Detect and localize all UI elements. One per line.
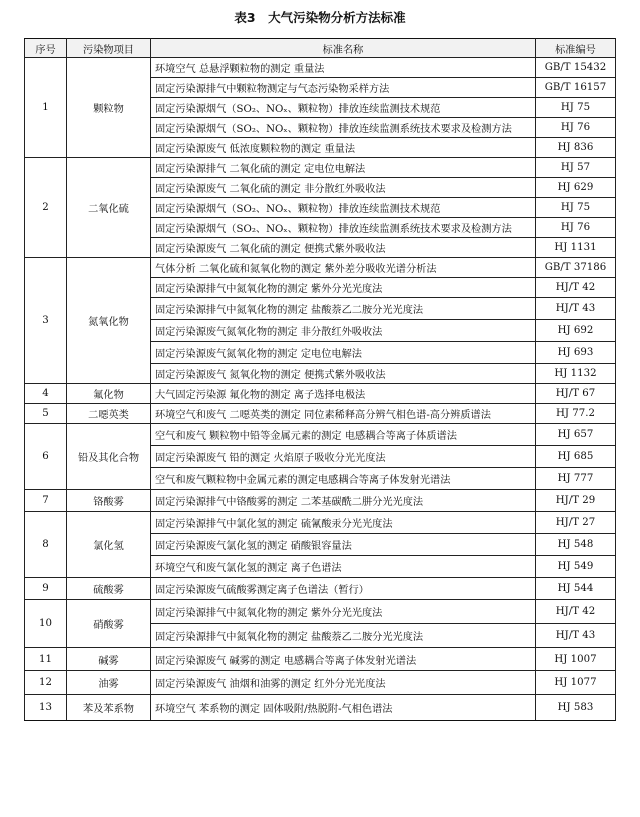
row-number: 1 <box>25 58 67 158</box>
row-number: 12 <box>25 671 67 695</box>
standard-name: 固定污染源烟气（SO₂、NOₓ、颗粒物）排放连续监测系统技术要求及检测方法 <box>151 118 536 138</box>
table-row <box>25 404 616 424</box>
standard-name: 固定污染源排气中铬酸雾的测定 二苯基碳酰二肼分光光度法 <box>151 490 536 512</box>
standard-name: 空气和废气 颗粒物中铅等金属元素的测定 电感耦合等离子体质谱法 <box>151 424 536 446</box>
standard-code: HJ 76 <box>536 218 616 238</box>
pollutant-name: 铬酸雾 <box>67 490 151 512</box>
table-body <box>25 58 616 721</box>
pollutant-name: 油雾 <box>67 671 151 695</box>
standard-name: 固定污染源排气中氮氧化物的测定 盐酸萘乙二胺分光光度法 <box>151 624 536 648</box>
standard-code: HJ 549 <box>536 556 616 578</box>
standard-name: 固定污染源废气氮氧化物的测定 非分散红外吸收法 <box>151 320 536 342</box>
standard-name: 固定污染源废气氮氧化物的测定 定电位电解法 <box>151 342 536 364</box>
table-row <box>25 158 616 178</box>
standard-code: HJ/T 42 <box>536 278 616 298</box>
pollutant-name: 碱雾 <box>67 648 151 671</box>
header-standard-name: 标准名称 <box>151 39 536 58</box>
standard-code: GB/T 15432 <box>536 58 616 78</box>
table-row <box>25 695 616 721</box>
standard-name: 大气固定污染源 氟化物的测定 离子选择电极法 <box>151 384 536 404</box>
row-number: 3 <box>25 258 67 384</box>
standard-code: HJ 548 <box>536 534 616 556</box>
standard-name: 环境空气和废气 二噁英类的测定 同位素稀释高分辨气相色谱-高分辨质谱法 <box>151 404 536 424</box>
standard-code: HJ/T 29 <box>536 490 616 512</box>
standard-name: 固定污染源排气中氮氧化物的测定 盐酸萘乙二胺分光光度法 <box>151 298 536 320</box>
row-number: 9 <box>25 578 67 600</box>
pollutant-name: 氟化物 <box>67 384 151 404</box>
header-pollutant: 污染物项目 <box>67 39 151 58</box>
header-standard-code: 标准编号 <box>536 39 616 58</box>
standard-code: HJ 77.2 <box>536 404 616 424</box>
pollutant-name: 氮氧化物 <box>67 258 151 384</box>
standard-code: HJ/T 67 <box>536 384 616 404</box>
standard-code: HJ 1132 <box>536 364 616 384</box>
pollutant-name: 二氧化硫 <box>67 158 151 258</box>
pollutant-name: 氯化氢 <box>67 512 151 578</box>
standard-code: HJ 685 <box>536 446 616 468</box>
standard-name: 固定污染源废气 二氧化硫的测定 非分散红外吸收法 <box>151 178 536 198</box>
standard-name: 环境空气 苯系物的测定 固体吸附/热脱附-气相色谱法 <box>151 695 536 721</box>
table-row <box>25 600 616 624</box>
standard-code: HJ/T 27 <box>536 512 616 534</box>
row-number: 11 <box>25 648 67 671</box>
row-number: 10 <box>25 600 67 648</box>
pollutant-name: 二噁英类 <box>67 404 151 424</box>
row-number: 6 <box>25 424 67 490</box>
header-no: 序号 <box>25 39 67 58</box>
pollutant-name: 硫酸雾 <box>67 578 151 600</box>
standard-name: 环境空气 总悬浮颗粒物的测定 重量法 <box>151 58 536 78</box>
table-row <box>25 384 616 404</box>
standard-code: HJ 657 <box>536 424 616 446</box>
table-row <box>25 490 616 512</box>
standard-code: HJ 75 <box>536 198 616 218</box>
standard-code: HJ 76 <box>536 118 616 138</box>
standard-name: 固定污染源废气 碱雾的测定 电感耦合等离子体发射光谱法 <box>151 648 536 671</box>
standard-name: 固定污染源废气 低浓度颗粒物的测定 重量法 <box>151 138 536 158</box>
pollutant-name: 硝酸雾 <box>67 600 151 648</box>
standard-name: 固定污染源烟气（SO₂、NOₓ、颗粒物）排放连续监测技术规范 <box>151 98 536 118</box>
standard-name: 固定污染源废气 铅的测定 火焰原子吸收分光光度法 <box>151 446 536 468</box>
standard-name: 固定污染源排气中氮氧化物的测定 紫外分光光度法 <box>151 600 536 624</box>
row-number: 5 <box>25 404 67 424</box>
standard-code: HJ 629 <box>536 178 616 198</box>
standard-name: 固定污染源排气中颗粒物测定与气态污染物采样方法 <box>151 78 536 98</box>
standard-name: 固定污染源废气 二氧化硫的测定 便携式紫外吸收法 <box>151 238 536 258</box>
standard-name: 固定污染源排气中氮氧化物的测定 紫外分光光度法 <box>151 278 536 298</box>
table-row <box>25 512 616 534</box>
standard-code: HJ 1131 <box>536 238 616 258</box>
standard-name: 固定污染源排气中氯化氢的测定 硫氰酸汞分光光度法 <box>151 512 536 534</box>
standard-code: HJ 544 <box>536 578 616 600</box>
table-row <box>25 424 616 446</box>
table-row <box>25 648 616 671</box>
standard-code: HJ 692 <box>536 320 616 342</box>
standard-code: HJ/T 42 <box>536 600 616 624</box>
row-number: 4 <box>25 384 67 404</box>
standard-name: 固定污染源烟气（SO₂、NOₓ、颗粒物）排放连续监测技术规范 <box>151 198 536 218</box>
standard-code: HJ 836 <box>536 138 616 158</box>
table-row <box>25 578 616 600</box>
pollutant-name: 苯及苯系物 <box>67 695 151 721</box>
standard-code: HJ 693 <box>536 342 616 364</box>
standard-name: 固定污染源废气 氮氧化物的测定 便携式紫外吸收法 <box>151 364 536 384</box>
row-number: 8 <box>25 512 67 578</box>
standard-code: HJ 1077 <box>536 671 616 695</box>
standard-code: HJ/T 43 <box>536 298 616 320</box>
pollutant-name: 颗粒物 <box>67 58 151 158</box>
standard-code: HJ 583 <box>536 695 616 721</box>
standard-name: 固定污染源废气氯化氢的测定 硝酸银容量法 <box>151 534 536 556</box>
row-number: 2 <box>25 158 67 258</box>
standard-name: 气体分析 二氧化硫和氮氧化物的测定 紫外差分吸收光谱分析法 <box>151 258 536 278</box>
standard-name: 空气和废气颗粒物中金属元素的测定电感耦合等离子体发射光谱法 <box>151 468 536 490</box>
standards-table <box>24 38 616 721</box>
standard-name: 环境空气和废气氯化氢的测定 离子色谱法 <box>151 556 536 578</box>
standard-code: HJ/T 43 <box>536 624 616 648</box>
row-number: 13 <box>25 695 67 721</box>
table-title: 表3 大气污染物分析方法标准 <box>234 10 406 25</box>
table-row <box>25 671 616 695</box>
row-number: 7 <box>25 490 67 512</box>
standard-code: HJ 75 <box>536 98 616 118</box>
standard-code: HJ 1007 <box>536 648 616 671</box>
standard-code: HJ 777 <box>536 468 616 490</box>
standard-name: 固定污染源排气 二氧化硫的测定 定电位电解法 <box>151 158 536 178</box>
standard-code: GB/T 16157 <box>536 78 616 98</box>
pollutant-name: 铅及其化合物 <box>67 424 151 490</box>
standard-code: HJ 57 <box>536 158 616 178</box>
header-row <box>25 39 616 58</box>
standard-name: 固定污染源废气硫酸雾测定离子色谱法（暂行） <box>151 578 536 600</box>
standard-name: 固定污染源烟气（SO₂、NOₓ、颗粒物）排放连续监测系统技术要求及检测方法 <box>151 218 536 238</box>
table-row <box>25 58 616 78</box>
standard-code: GB/T 37186 <box>536 258 616 278</box>
standard-name: 固定污染源废气 油烟和油雾的测定 红外分光光度法 <box>151 671 536 695</box>
table-row <box>25 258 616 278</box>
